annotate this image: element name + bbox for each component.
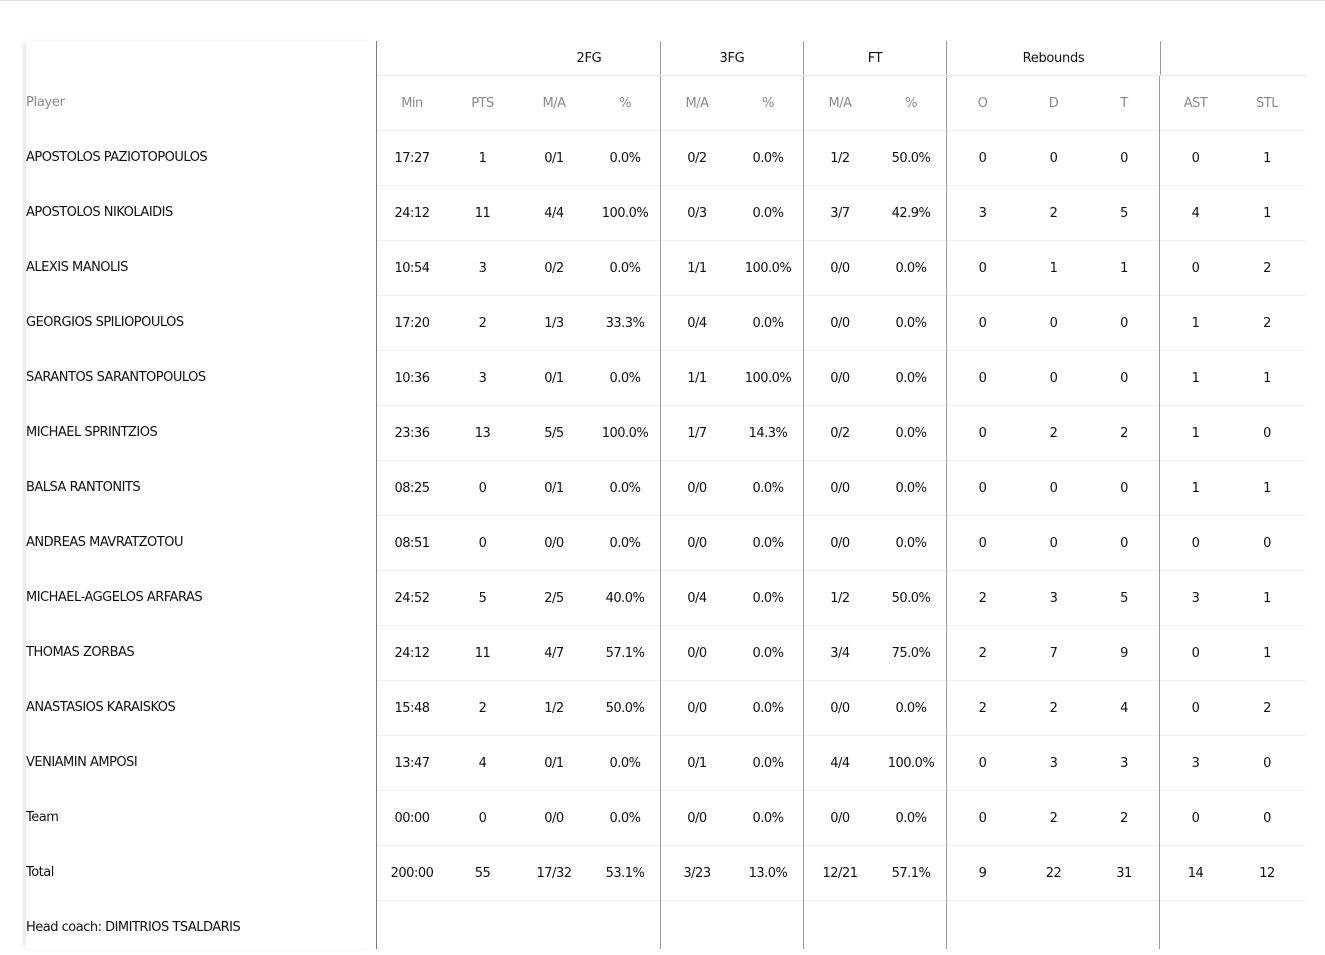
stat-3fg-percent: 0.0% <box>733 186 804 241</box>
total-row <box>377 846 1306 901</box>
stat-assists: 0 <box>1191 536 1200 551</box>
stat-pts: 2 <box>478 316 487 331</box>
stat-pts: 2 <box>478 701 487 716</box>
player-name[interactable]: ANDREAS MAVRATZOTOU <box>26 535 183 550</box>
footer-cell <box>1231 901 1303 949</box>
stat-3fg-percent: 0.0% <box>733 516 804 571</box>
footer-cell <box>1018 901 1089 949</box>
group-header-general <box>377 41 518 75</box>
stat-ft-made-attempted: 0/0 <box>830 481 850 496</box>
stat-2fg-percent: 0.0% <box>590 241 661 296</box>
player-group-spacer <box>26 41 376 75</box>
stat-ft-made-attempted: 0/0 <box>830 811 850 826</box>
stat-steals: 2 <box>1263 261 1271 276</box>
group-header-3fg: 3FG <box>661 41 804 75</box>
stat-defensive-rebounds: 0 <box>1049 536 1058 551</box>
player-name: Team <box>26 810 59 825</box>
stat-pts: 4 <box>478 756 487 771</box>
stat-defensive-rebounds: 2 <box>1049 206 1058 221</box>
stat-2fg-percent: 0.0% <box>590 461 661 516</box>
player-name[interactable]: BALSA RANTONITS <box>26 480 141 495</box>
stat-pts: 5 <box>478 591 487 606</box>
stat-3fg-made-attempted: 3/23 <box>683 866 711 881</box>
stat-pts: 0 <box>478 811 487 826</box>
stat-total-rebounds: 0 <box>1089 516 1160 571</box>
table-row <box>377 296 1306 351</box>
stat-ft-made-attempted: 0/0 <box>830 316 850 331</box>
stat-defensive-rebounds: 2 <box>1049 701 1058 716</box>
stat-total-rebounds: 1 <box>1089 241 1160 296</box>
stat-total-rebounds: 2 <box>1089 791 1160 846</box>
group-header-other <box>1161 41 1306 75</box>
stat-2fg-percent: 57.1% <box>590 626 661 681</box>
stat-total-rebounds: 0 <box>1089 461 1160 516</box>
stat-2fg-percent: 0.0% <box>590 516 661 571</box>
stat-min: 15:48 <box>394 701 430 716</box>
stat-3fg-percent: 13.0% <box>733 846 804 901</box>
stat-assists: 0 <box>1191 151 1200 166</box>
player-name[interactable]: APOSTOLOS PAZIOTOPOULOS <box>26 150 208 165</box>
stat-3fg-made-attempted: 1/1 <box>687 371 707 386</box>
stat-min: 24:12 <box>394 646 430 661</box>
stat-min: 08:25 <box>394 481 430 496</box>
player-name[interactable]: MICHAEL-AGGELOS ARFARAS <box>26 590 203 605</box>
stat-offensive-rebounds: 0 <box>978 151 987 166</box>
stat-steals: 1 <box>1263 591 1271 606</box>
stat-3fg-percent: 0.0% <box>733 461 804 516</box>
column-header-steals[interactable]: STL <box>1256 96 1278 111</box>
table-row <box>377 681 1306 736</box>
stat-3fg-percent: 0.0% <box>733 736 804 791</box>
stat-2fg-percent: 100.0% <box>590 406 661 461</box>
stat-2fg-percent: 40.0% <box>590 571 661 626</box>
stat-2fg-made-attempted: 0/1 <box>544 371 564 386</box>
stat-2fg-made-attempted: 0/0 <box>544 536 564 551</box>
stat-min: 24:12 <box>394 206 430 221</box>
stat-3fg-made-attempted: 0/4 <box>687 316 707 331</box>
stat-steals: 1 <box>1263 646 1271 661</box>
stat-defensive-rebounds: 0 <box>1049 371 1058 386</box>
stat-steals: 12 <box>1259 866 1275 881</box>
stat-min: 10:36 <box>394 371 430 386</box>
stat-assists: 3 <box>1191 591 1200 606</box>
stat-2fg-made-attempted: 0/0 <box>544 811 564 826</box>
table-row <box>377 626 1306 681</box>
footer-cell <box>947 901 1018 949</box>
stat-pts: 55 <box>474 866 491 881</box>
stat-ft-percent: 0.0% <box>876 351 947 406</box>
stat-3fg-percent: 0.0% <box>733 681 804 736</box>
stat-ft-made-attempted: 1/2 <box>830 591 850 606</box>
column-header-2fg-made-attempted[interactable]: M/A <box>542 96 566 111</box>
column-header-offensive-rebounds[interactable]: O <box>977 96 988 111</box>
footer-cell <box>661 901 733 949</box>
column-header-ft-percent[interactable]: % <box>876 76 947 131</box>
stat-ft-percent: 50.0% <box>876 131 947 186</box>
stat-assists: 0 <box>1191 646 1200 661</box>
footer-cell <box>733 901 804 949</box>
stat-2fg-percent: 0.0% <box>590 131 661 186</box>
stat-2fg-made-attempted: 4/7 <box>544 646 564 661</box>
table-footer-row <box>377 901 1306 949</box>
stat-2fg-made-attempted: 17/32 <box>536 866 572 881</box>
column-header-defensive-rebounds[interactable]: D <box>1048 96 1059 111</box>
stat-ft-percent: 0.0% <box>876 516 947 571</box>
column-header-total-rebounds[interactable]: T <box>1089 76 1160 131</box>
stat-ft-made-attempted: 4/4 <box>830 756 850 771</box>
stat-assists: 0 <box>1191 701 1200 716</box>
player-name[interactable]: APOSTOLOS NIKOLAIDIS <box>26 205 173 220</box>
stat-2fg-percent: 53.1% <box>590 846 661 901</box>
stat-pts: 3 <box>478 371 487 386</box>
stat-3fg-made-attempted: 0/0 <box>687 646 707 661</box>
column-header-assists[interactable]: AST <box>1183 96 1208 111</box>
stat-ft-percent: 100.0% <box>876 736 947 791</box>
stat-3fg-made-attempted: 1/1 <box>687 261 707 276</box>
column-header-row <box>377 76 1306 131</box>
stat-assists: 3 <box>1191 756 1200 771</box>
table-row <box>377 791 1306 846</box>
column-header-pts[interactable]: PTS <box>471 96 494 111</box>
stat-steals: 1 <box>1263 371 1271 386</box>
stat-2fg-made-attempted: 1/3 <box>544 316 564 331</box>
stat-3fg-made-attempted: 0/0 <box>687 701 707 716</box>
group-header-rebounds: Rebounds <box>947 41 1161 75</box>
stat-ft-made-attempted: 0/2 <box>830 426 850 441</box>
table-row <box>377 186 1306 241</box>
stat-defensive-rebounds: 3 <box>1049 591 1058 606</box>
stat-total-rebounds: 31 <box>1089 846 1160 901</box>
stat-defensive-rebounds: 0 <box>1049 151 1058 166</box>
stat-pts: 13 <box>474 426 491 441</box>
footer-cell <box>876 901 947 949</box>
stat-ft-made-attempted: 0/0 <box>830 701 850 716</box>
table-row <box>377 736 1306 791</box>
player-column <box>26 41 377 949</box>
stat-3fg-percent: 100.0% <box>733 351 804 406</box>
stat-offensive-rebounds: 0 <box>978 426 987 441</box>
stat-assists: 0 <box>1191 811 1200 826</box>
stat-3fg-made-attempted: 1/7 <box>687 426 707 441</box>
table-row <box>377 516 1306 571</box>
stat-2fg-made-attempted: 1/2 <box>544 701 564 716</box>
stat-ft-made-attempted: 0/0 <box>830 371 850 386</box>
head-coach-label: Head coach: DIMITRIOS TSALDARIS <box>26 920 241 935</box>
stat-ft-percent: 57.1% <box>876 846 947 901</box>
stat-offensive-rebounds: 2 <box>978 646 987 661</box>
column-header-ft-made-attempted[interactable]: M/A <box>828 96 852 111</box>
stat-3fg-made-attempted: 0/1 <box>687 756 707 771</box>
stat-2fg-percent: 0.0% <box>590 791 661 846</box>
stat-2fg-made-attempted: 5/5 <box>544 426 564 441</box>
stat-steals: 2 <box>1263 316 1271 331</box>
stat-2fg-made-attempted: 2/5 <box>544 591 564 606</box>
stat-offensive-rebounds: 3 <box>978 206 987 221</box>
stat-3fg-made-attempted: 0/0 <box>687 481 707 496</box>
stat-min: 23:36 <box>394 426 430 441</box>
stat-assists: 1 <box>1191 371 1200 386</box>
column-header-2fg-percent[interactable]: % <box>590 76 661 131</box>
stat-assists: 1 <box>1191 481 1200 496</box>
stat-ft-percent: 0.0% <box>876 406 947 461</box>
column-header-3fg-made-attempted[interactable]: M/A <box>685 96 709 111</box>
stat-pts: 1 <box>478 151 487 166</box>
stat-assists: 4 <box>1191 206 1200 221</box>
stat-defensive-rebounds: 1 <box>1049 261 1058 276</box>
stat-ft-made-attempted: 0/0 <box>830 536 850 551</box>
player-name[interactable]: GEORGIOS SPILIOPOULOS <box>26 315 184 330</box>
stat-3fg-made-attempted: 0/0 <box>687 536 707 551</box>
stat-ft-percent: 50.0% <box>876 571 947 626</box>
stat-ft-made-attempted: 0/0 <box>830 261 850 276</box>
stat-2fg-made-attempted: 0/2 <box>544 261 564 276</box>
stat-total-rebounds: 2 <box>1089 406 1160 461</box>
column-group-header-row <box>377 41 1306 76</box>
stat-2fg-percent: 0.0% <box>590 351 661 406</box>
stat-defensive-rebounds: 2 <box>1049 811 1058 826</box>
stat-ft-made-attempted: 1/2 <box>830 151 850 166</box>
stat-total-rebounds: 3 <box>1089 736 1160 791</box>
player-name[interactable]: ALEXIS MANOLIS <box>26 260 128 275</box>
player-header[interactable]: Player <box>26 95 65 110</box>
stat-3fg-percent: 100.0% <box>733 241 804 296</box>
stats-grid <box>377 41 1306 949</box>
stat-ft-percent: 0.0% <box>876 791 947 846</box>
table-row <box>377 571 1306 626</box>
stat-assists: 0 <box>1191 261 1200 276</box>
stat-offensive-rebounds: 0 <box>978 371 987 386</box>
stat-total-rebounds: 0 <box>1089 296 1160 351</box>
stat-3fg-percent: 14.3% <box>733 406 804 461</box>
stat-pts: 3 <box>478 261 487 276</box>
footer-cell <box>518 901 590 949</box>
stat-min: 13:47 <box>394 756 430 771</box>
player-name[interactable]: SARANTOS SARANTOPOULOS <box>26 370 206 385</box>
stat-offensive-rebounds: 0 <box>978 536 987 551</box>
stat-3fg-made-attempted: 0/0 <box>687 811 707 826</box>
table-row <box>377 241 1306 296</box>
stat-pts: 11 <box>474 646 491 661</box>
stat-3fg-made-attempted: 0/2 <box>687 151 707 166</box>
stat-pts: 0 <box>478 536 487 551</box>
stat-steals: 0 <box>1263 811 1271 826</box>
footer-cell <box>590 901 661 949</box>
table-row <box>377 406 1306 461</box>
stat-steals: 0 <box>1263 756 1271 771</box>
stat-assists: 1 <box>1191 316 1200 331</box>
stat-total-rebounds: 0 <box>1089 351 1160 406</box>
stat-defensive-rebounds: 0 <box>1049 316 1058 331</box>
stat-steals: 0 <box>1263 426 1271 441</box>
stat-offensive-rebounds: 2 <box>978 591 987 606</box>
player-name[interactable]: MICHAEL SPRINTZIOS <box>26 425 158 440</box>
stat-min: 10:54 <box>394 261 430 276</box>
footer-cell <box>804 901 876 949</box>
stat-min: 17:20 <box>394 316 430 331</box>
stat-2fg-percent: 0.0% <box>590 736 661 791</box>
stat-defensive-rebounds: 7 <box>1049 646 1058 661</box>
stat-2fg-made-attempted: 0/1 <box>544 151 564 166</box>
stat-steals: 1 <box>1263 206 1271 221</box>
stat-ft-percent: 75.0% <box>876 626 947 681</box>
stat-min: 00:00 <box>394 811 430 826</box>
stat-3fg-made-attempted: 0/4 <box>687 591 707 606</box>
stat-ft-made-attempted: 3/7 <box>830 206 850 221</box>
stat-2fg-made-attempted: 0/1 <box>544 756 564 771</box>
stat-2fg-percent: 50.0% <box>590 681 661 736</box>
stat-defensive-rebounds: 3 <box>1049 756 1058 771</box>
player-name[interactable]: VENIAMIN AMPOSI <box>26 755 138 770</box>
stat-ft-percent: 0.0% <box>876 461 947 516</box>
stat-ft-percent: 0.0% <box>876 241 947 296</box>
stat-min: 08:51 <box>394 536 430 551</box>
column-header-min[interactable]: Min <box>401 96 423 111</box>
stat-ft-percent: 0.0% <box>876 681 947 736</box>
footer-cell <box>447 901 518 949</box>
stat-2fg-made-attempted: 0/1 <box>544 481 564 496</box>
group-header-2fg: 2FG <box>518 41 661 75</box>
stat-offensive-rebounds: 0 <box>978 316 987 331</box>
stat-defensive-rebounds: 22 <box>1045 866 1062 881</box>
table-row <box>377 461 1306 516</box>
table-row <box>377 131 1306 186</box>
stat-steals: 0 <box>1263 536 1271 551</box>
stat-min: 17:27 <box>394 151 430 166</box>
table-row <box>377 351 1306 406</box>
player-name[interactable]: ANASTASIOS KARAISKOS <box>26 700 176 715</box>
stat-offensive-rebounds: 0 <box>978 811 987 826</box>
stat-2fg-made-attempted: 4/4 <box>544 206 564 221</box>
stat-steals: 1 <box>1263 151 1271 166</box>
stat-2fg-percent: 33.3% <box>590 296 661 351</box>
stat-assists: 14 <box>1187 866 1204 881</box>
stat-offensive-rebounds: 0 <box>978 261 987 276</box>
stat-ft-percent: 42.9% <box>876 186 947 241</box>
stat-offensive-rebounds: 0 <box>978 481 987 496</box>
total-row-label: Total <box>26 865 54 880</box>
stat-steals: 1 <box>1263 481 1271 496</box>
stat-2fg-percent: 100.0% <box>590 186 661 241</box>
stat-3fg-percent: 0.0% <box>733 131 804 186</box>
stat-offensive-rebounds: 0 <box>978 756 987 771</box>
stat-offensive-rebounds: 2 <box>978 701 987 716</box>
stat-ft-made-attempted: 12/21 <box>822 866 858 881</box>
player-name[interactable]: THOMAS ZORBAS <box>26 645 135 660</box>
stat-defensive-rebounds: 0 <box>1049 481 1058 496</box>
stat-total-rebounds: 4 <box>1089 681 1160 736</box>
stat-total-rebounds: 9 <box>1089 626 1160 681</box>
column-header-3fg-percent[interactable]: % <box>733 76 804 131</box>
stat-3fg-percent: 0.0% <box>733 791 804 846</box>
stat-3fg-percent: 0.0% <box>733 571 804 626</box>
stat-min: 24:52 <box>394 591 430 606</box>
stat-ft-percent: 0.0% <box>876 296 947 351</box>
footer-cell <box>1089 901 1160 949</box>
stat-3fg-percent: 0.0% <box>733 626 804 681</box>
footer-cell <box>377 901 447 949</box>
stat-steals: 2 <box>1263 701 1271 716</box>
stat-defensive-rebounds: 2 <box>1049 426 1058 441</box>
stat-pts: 0 <box>478 481 487 496</box>
stat-total-rebounds: 0 <box>1089 131 1160 186</box>
stat-ft-made-attempted: 3/4 <box>830 646 850 661</box>
stat-total-rebounds: 5 <box>1089 571 1160 626</box>
stat-total-rebounds: 5 <box>1089 186 1160 241</box>
stat-pts: 11 <box>474 206 491 221</box>
stat-3fg-made-attempted: 0/3 <box>687 206 707 221</box>
stat-assists: 1 <box>1191 426 1200 441</box>
group-header-ft: FT <box>804 41 947 75</box>
stat-min: 200:00 <box>390 866 434 881</box>
stat-offensive-rebounds: 9 <box>978 866 987 881</box>
stat-3fg-percent: 0.0% <box>733 296 804 351</box>
footer-cell <box>1160 901 1231 949</box>
